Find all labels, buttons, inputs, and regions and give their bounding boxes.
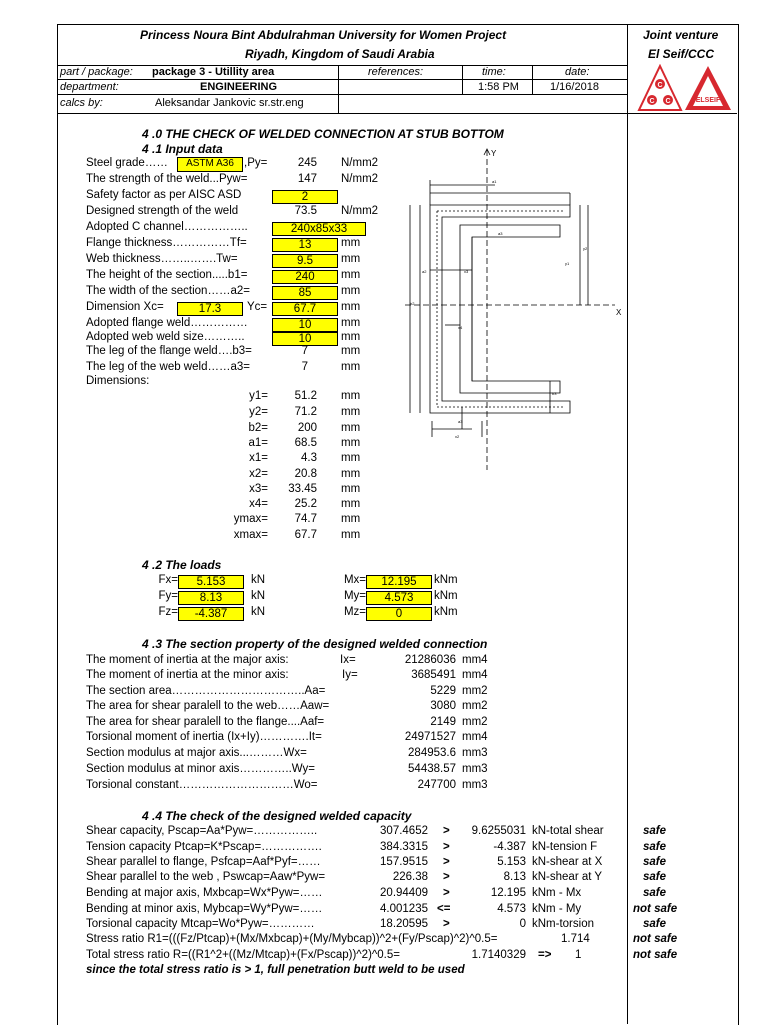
dim-label: ymax=: [233, 513, 268, 525]
dim-tag: y1: [565, 261, 570, 266]
total-ratio-value: 1.7140329: [471, 949, 526, 961]
channel-outer-outline: [430, 205, 570, 413]
section-label: The moment of inertia at the minor axis:: [86, 669, 289, 681]
header-bottom-line: [57, 113, 737, 114]
section-value: 24971527: [404, 731, 456, 743]
part-value: package 3 - Utillity area: [152, 66, 275, 78]
section-unit: mm2: [462, 685, 488, 697]
input-box[interactable]: 13: [272, 238, 338, 252]
date-label: date:: [565, 66, 590, 78]
dim-tag: x3: [464, 269, 469, 274]
total-ratio-result: not safe: [633, 949, 678, 961]
load-label: Fz=: [158, 606, 178, 618]
section-label: The area for shear paralell to the flange....Aaf=: [86, 716, 325, 728]
elseif-logo-icon: [685, 66, 731, 110]
joint-venture-name: El Seif/CCC: [648, 47, 715, 61]
dim-value: 67.7: [294, 529, 317, 541]
section-symbol: Ix=: [340, 654, 356, 666]
section-label: Torsional moment of inertia (Ix+Iy)………….It=: [86, 731, 322, 743]
check-label: Bending at major axis, Mxbcap=Wx*Pyw=……: [86, 887, 323, 899]
x-axis-label: X: [616, 308, 622, 317]
check-capacity: 307.4652: [380, 825, 428, 837]
input-box[interactable]: 85: [272, 286, 338, 300]
header-row-line-2: [57, 94, 628, 95]
section-unit: mm3: [462, 779, 488, 791]
input-label: Adopted C channel……………..: [86, 221, 248, 233]
input-box[interactable]: ASTM A36: [177, 157, 243, 172]
moment-label: Mz=: [343, 606, 366, 618]
input-unit: mm: [341, 269, 361, 281]
ccc-logo-icon: [639, 66, 681, 110]
input-unit: mm: [341, 331, 361, 343]
dim-tag: x2: [455, 434, 460, 439]
ccc-logo-letter: C: [649, 98, 655, 105]
input-unit: N/mm2: [341, 205, 379, 217]
load-unit: kN: [251, 590, 266, 602]
input-label: The leg of the web weld……a3=: [86, 361, 250, 373]
load-unit: kN: [251, 606, 266, 618]
input-label: Steel grade……: [86, 157, 168, 169]
input-box[interactable]: 10: [272, 332, 338, 346]
check-capacity: 4.001235: [380, 903, 428, 915]
section-value: 5229: [430, 685, 456, 697]
input-heading: 4 .1 Input data: [142, 142, 223, 156]
dim-tag: x4: [458, 325, 463, 330]
part-label: part / package:: [60, 66, 133, 78]
stress-ratio-label: Stress ratio R1=(((Fz/Ptcap)+(Mx/Mxbcap)+(My/Mybcap))^2+(Fy/Pscap)^2)^0.5=: [86, 933, 498, 945]
dim-value: 74.7: [294, 513, 317, 525]
input-unit: mm: [341, 361, 361, 373]
input-unit: N/mm2: [341, 173, 379, 185]
dim-label: x2=: [249, 468, 268, 480]
dim-tag: a3: [458, 419, 463, 424]
moment-unit: kNm: [434, 574, 458, 586]
section-heading: 4 .3 The section property of the designed welded connection: [142, 637, 488, 651]
check-label: Shear parallel to flange, Psfcap=Aaf*Pyf=……: [86, 856, 321, 868]
loads-heading: 4 .2 The loads: [142, 558, 222, 572]
department-value: ENGINEERING: [200, 81, 278, 93]
section-value: 3080: [430, 700, 456, 712]
check-label: Tension capacity Ptcap=K*Pscap=…………….: [86, 841, 322, 853]
check-desc: kN-shear at X: [532, 856, 603, 868]
moment-value-box[interactable]: 4.573: [366, 591, 432, 605]
input-box[interactable]: 9.5: [272, 254, 338, 268]
input-value: 245: [297, 157, 317, 169]
section-value: 247700: [417, 779, 456, 791]
check-value: 5.153: [497, 856, 526, 868]
channel-section-diagram: [400, 145, 630, 475]
check-label: Shear parallel to the web , Pswcap=Aaw*Pyw=: [86, 871, 326, 883]
input-value: 7: [301, 361, 308, 373]
check-label: Shear capacity, Pscap=Aa*Pyw=……………..: [86, 825, 318, 837]
dim-value: 25.2: [294, 498, 317, 510]
channel-inner-outline: [460, 225, 560, 393]
department-label: department:: [60, 81, 119, 93]
section-label: The area for shear paralell to the web……Aaw=: [86, 700, 330, 712]
dim-value: 71.2: [294, 406, 317, 418]
input-box[interactable]: 2: [272, 190, 338, 204]
load-unit: kN: [251, 574, 266, 586]
dim-unit: mm: [341, 390, 361, 402]
dim-unit: mm: [341, 422, 361, 434]
dim-unit: mm: [341, 406, 361, 418]
dim-value: 20.8: [294, 468, 317, 480]
input-label: Dimensions:: [86, 375, 150, 387]
load-label: Fy=: [158, 590, 178, 602]
section-unit: mm4: [462, 731, 488, 743]
check-operator: <=: [437, 903, 451, 915]
input-value: 7: [301, 345, 308, 357]
check-result: safe: [643, 887, 667, 899]
check-result: safe: [643, 841, 667, 853]
check-operator: >: [443, 825, 450, 837]
dim-value: 200: [297, 422, 317, 434]
input-label: The width of the section……a2=: [86, 285, 250, 297]
load-value-box[interactable]: -4.387: [178, 607, 244, 621]
check-capacity: 18.20595: [380, 918, 428, 930]
section-unit: mm4: [462, 669, 488, 681]
load-value-box[interactable]: 5.153: [178, 575, 244, 589]
input-box[interactable]: 67.7: [272, 302, 338, 316]
dim-tag: b2: [410, 301, 415, 306]
dim-label: a1=: [248, 437, 268, 449]
section-label: Section modulus at minor axis…………..Wy=: [86, 763, 316, 775]
header-col-line-3: [532, 65, 533, 94]
dim-tag: a1: [492, 179, 497, 184]
header-divider: [57, 65, 628, 66]
input-unit: mm: [341, 317, 361, 329]
check-desc: kN-total shear: [532, 825, 604, 837]
input-label: Flange thickness……………Tf=: [86, 237, 247, 249]
section-unit: mm2: [462, 716, 488, 728]
input-value: 147: [297, 173, 317, 185]
stress-ratio-value: 1.714: [561, 933, 590, 945]
check-result: safe: [643, 856, 667, 868]
references-label: references:: [368, 66, 424, 78]
input-box[interactable]: 17.3: [177, 302, 243, 316]
input-value: 73.5: [294, 205, 317, 217]
input-label: The leg of the flange weld….b3=: [86, 345, 252, 357]
load-value-box[interactable]: 8.13: [178, 591, 244, 605]
input-box[interactable]: 240x85x33: [272, 222, 366, 236]
input-unit: N/mm2: [341, 157, 379, 169]
moment-value-box[interactable]: 0: [366, 607, 432, 621]
dim-unit: mm: [341, 498, 361, 510]
section-value: 54438.57: [408, 763, 456, 775]
section-label: Section modulus at major axis...………Wx=: [86, 747, 307, 759]
weld-line: [437, 211, 565, 407]
date-value: 1/16/2018: [550, 81, 599, 93]
dim-unit: mm: [341, 452, 361, 464]
check-value: 4.573: [497, 903, 526, 915]
input-label: Adopted web weld size………..: [86, 331, 245, 343]
check-capacity: 384.3315: [380, 841, 428, 853]
check-result: safe: [643, 825, 667, 837]
dim-value: 68.5: [294, 437, 317, 449]
moment-label: Mx=: [343, 574, 366, 586]
load-label: Fx=: [158, 574, 178, 586]
section-symbol: Iy=: [342, 669, 358, 681]
total-ratio-operator: =>: [538, 949, 552, 961]
check-result: safe: [643, 918, 667, 930]
y-axis-label: Y: [491, 149, 497, 158]
project-location: Riyadh, Kingdom of Saudi Arabia: [245, 47, 435, 61]
input-unit: mm: [341, 345, 361, 357]
dim-unit: mm: [341, 513, 361, 525]
check-value: 0: [519, 918, 526, 930]
dim-value: 33.45: [288, 483, 317, 495]
input-label: Dimension Xc=: [86, 301, 164, 313]
dim-tag: b3: [552, 391, 557, 396]
check-desc: kN-shear at Y: [532, 871, 603, 883]
dim-label: b2=: [248, 422, 268, 434]
company-logos: [637, 64, 733, 112]
total-ratio-label: Total stress ratio R=((R1^2+((Mz/Mtcap)+(Fx/Pscap))^2)^0.5=: [86, 949, 400, 961]
check-capacity: 20.94409: [380, 887, 428, 899]
input-label: ,Py=: [244, 157, 268, 169]
header-row-line-1: [57, 79, 628, 80]
dim-value: 51.2: [294, 390, 317, 402]
check-value: -4.387: [493, 841, 526, 853]
input-label: Yc=: [247, 301, 268, 313]
moment-label: My=: [343, 590, 366, 602]
input-label: Adopted flange weld……………: [86, 317, 248, 329]
moment-unit: kNm: [434, 606, 458, 618]
check-operator: >: [443, 918, 450, 930]
check-value: 8.13: [503, 871, 526, 883]
section-unit: mm3: [462, 747, 488, 759]
section-label: Torsional constant…………………………Wo=: [86, 779, 318, 791]
dim-unit: mm: [341, 437, 361, 449]
section-unit: mm2: [462, 700, 488, 712]
input-label: Safety factor as per AISC ASD: [86, 189, 242, 201]
dim-tag: y2: [583, 246, 588, 251]
dim-unit: mm: [341, 483, 361, 495]
input-unit: mm: [341, 237, 361, 249]
dim-label: xmax=: [233, 529, 268, 541]
time-value: 1:58 PM: [478, 81, 519, 93]
check-value: 12.195: [490, 887, 526, 899]
input-box[interactable]: 10: [272, 318, 338, 332]
project-title: Princess Noura Bint Abdulrahman University for Women Project: [140, 28, 507, 42]
moment-value-box[interactable]: 12.195: [366, 575, 432, 589]
dim-label: x4=: [249, 498, 268, 510]
check-operator: >: [443, 841, 450, 853]
moment-unit: kNm: [434, 590, 458, 602]
input-unit: mm: [341, 253, 361, 265]
input-label: Designed strength of the weld: [86, 205, 239, 217]
dim-label: x1=: [249, 452, 268, 464]
check-label: Torsional capacity Mtcap=Wo*Pyw=…………: [86, 918, 315, 930]
check-result: not safe: [633, 903, 678, 915]
header-col-line-2: [462, 65, 463, 94]
input-box[interactable]: 240: [272, 270, 338, 284]
section-unit: mm3: [462, 763, 488, 775]
section-unit: mm4: [462, 654, 488, 666]
ccc-logo-letter: C: [657, 82, 663, 89]
check-desc: kNm-torsion: [532, 918, 594, 930]
check-operator: >: [443, 871, 450, 883]
calcs-value: Aleksandar Jankovic sr.str.eng: [155, 97, 304, 109]
check-label: Bending at minor axis, Mybcap=Wy*Pyw=……: [86, 903, 323, 915]
total-ratio-limit: 1: [575, 949, 582, 961]
section-value: 2149: [430, 716, 456, 728]
check-desc: kN-tension F: [532, 841, 598, 853]
dim-tag: a3: [498, 231, 503, 236]
check-desc: kNm - My: [532, 903, 582, 915]
check-operator: >: [443, 856, 450, 868]
dim-tag: a2: [422, 269, 427, 274]
check-heading: 4 .4 The check of the designed welded capacity: [142, 809, 412, 823]
dim-value: 4.3: [301, 452, 317, 464]
section-value: 284953.6: [408, 747, 456, 759]
input-label: The height of the section.....b1=: [86, 269, 248, 281]
dim-unit: mm: [341, 468, 361, 480]
input-label: The strength of the weld...Pyw=: [86, 173, 248, 185]
input-unit: mm: [341, 301, 361, 313]
dim-label: y1=: [249, 390, 268, 402]
calcs-label: calcs by:: [60, 97, 103, 109]
dim-label: y2=: [249, 406, 268, 418]
check-value: 9.6255031: [471, 825, 526, 837]
elseif-logo-text: ELSEIF: [695, 97, 721, 104]
dim-label: x3=: [249, 483, 268, 495]
check-result: safe: [643, 871, 667, 883]
check-desc: kNm - Mx: [532, 887, 582, 899]
joint-venture-label: Joint venture: [643, 28, 719, 42]
time-label: time:: [482, 66, 506, 78]
main-title: 4 .0 THE CHECK OF WELDED CONNECTION AT STUB BOTTOM: [142, 127, 504, 141]
conclusion-text: since the total stress ratio is > 1, full penetration butt weld to be used: [86, 964, 465, 976]
input-label: Web thickness……..…….Tw=: [86, 253, 238, 265]
check-operator: >: [443, 887, 450, 899]
dim-unit: mm: [341, 529, 361, 541]
section-value: 21286036: [404, 654, 456, 666]
stress-ratio-result: not safe: [633, 933, 678, 945]
check-capacity: 157.9515: [380, 856, 428, 868]
section-label: The moment of inertia at the major axis:: [86, 654, 289, 666]
section-label: The section area……………………………..Aa=: [86, 685, 326, 697]
check-capacity: 226.38: [392, 871, 428, 883]
ccc-logo-letter: C: [665, 98, 671, 105]
input-unit: mm: [341, 285, 361, 297]
section-value: 3685491: [411, 669, 456, 681]
header-col-line-1: [338, 65, 339, 113]
